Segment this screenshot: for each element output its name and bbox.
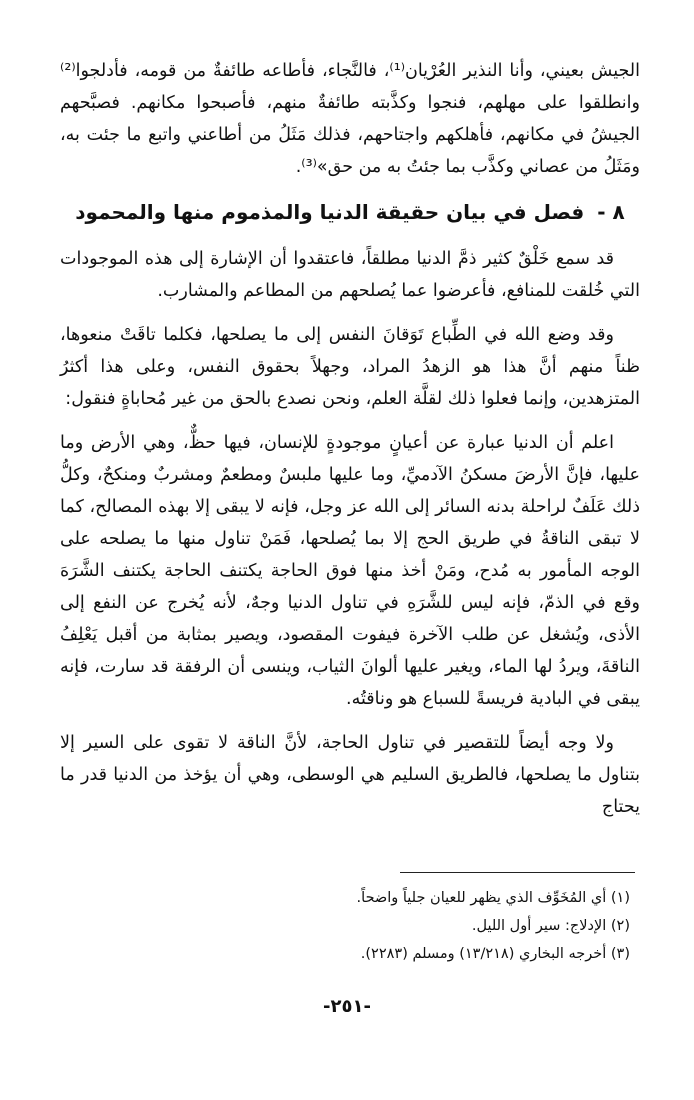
body-paragraph-2: وقد وضع الله في الطِّباع تَوَقانَ النفس إلى ما يصلحها، فكلما تاقَتْ منعوها، ظناً منهم أنَّ هذا هو الزهدُ المراد، وجهلاً بحقوق النفس، وعلى هذا أكثرُ المتزهدين، وإنما فعلوا ذلك لقلَّة العلم، ونحن نصدع بالحق من غير مُحاباةٍ فنقول: — [60, 325, 640, 409]
footnotes — [60, 884, 630, 968]
body-paragraph-3: اعلم أن الدنيا عبارة عن أعيانٍ موجودةٍ للإنسان، فيها حظٌّ، وهي الأرض وما عليها، فإنَّ الأرضَ مسكنُ الآدميِّ، وما عليها ملبسٌ ومطعمٌ ومشربٌ ومنكحٌ، وكلُّ ذلك عَلَفٌ لراحلة بدنه السائر إلى الله عز وجل، فإنه لا يبقى إلا بهذه المصالح، كما لا تبقى الناقةُ في طريق الحج إلا بما يُصلحها، فَمَنْ تناول منها ما يصلحه على الوجه المأمور به مُدح، ومَنْ أخذ منها فوق الحاجة يكتنف الحاجة يكتنف الشَّرَهَ وقع في الذمّ، فإنه ليس للشَّرَهِ في تناول الدنيا وجهٌ، لأنه يُخرج عن النفع إلى الأذى، ويُشغل عن طلب الآخرة فيفوت المقصود، ويصير بمثابة من أقبل يَعْلِفُ الناقةَ، ويردُ لها الماء، ويغير عليها ألوانَ الثياب، وينسى أن الرفقة قد سارت، فإنه يبقى في البادية فريسةً للسباع هو وناقتُه. — [60, 433, 640, 709]
footnote-1: (١) أي المُخَوِّف الذي يظهر للعيان جلياً واضحاً. — [356, 890, 630, 906]
section-title: فصل في بيان حقيقة الدنيا والمذموم منها والمحمود — [75, 200, 585, 224]
page-body — [60, 55, 640, 835]
opening-paragraph: الجيش بعيني، وأنا النذير العُرْيان⁽¹⁾، فالنَّجاء، فأطاعه طائفةٌ من قومه، فأدلجوا⁽²⁾ وانطلقوا على مهلهم، فنجوا وكذَّبته طائفةٌ منهم، فأصبحوا مكانهم. فصبَّحهم الجيشُ في مكانهم، فأهلكهم واجتاحهم، فذلك مَثَلُ من أطاعني واتبع ما جئت به، ومَثَلُ من عصاني وكذَّب بما جئتُ به من حق»⁽³⁾. — [60, 61, 640, 177]
body-paragraph-4: ولا وجه أيضاً للتقصير في تناول الحاجة، لأنَّ الناقة لا تقوى على السير إلا بتناول ما يصلحها، فالطريق السليم هي الوسطى، وهي أن يؤخذ من الدنيا قدر ما يحتاج — [60, 733, 640, 817]
footnote-2: (٢) الإدلاج: سير أول الليل. — [471, 918, 630, 934]
body-paragraph-1: قد سمع خَلْقٌ كثير ذمَّ الدنيا مطلقاً، فاعتقدوا أن الإشارة إلى هذه الموجودات التي خُلقت للمنافع، فأعرضوا عما يُصلحهم من المطاعم والمشارب. — [60, 249, 640, 301]
footnote-3: (٣) أخرجه البخاري (١٣/٢١٨) ومسلم (٢٢٨٣). — [360, 946, 630, 962]
page-number: -٢٥١- — [323, 996, 371, 1017]
footnote-divider — [400, 872, 635, 873]
section-number: ٨ - — [597, 200, 625, 224]
section-heading — [60, 195, 640, 229]
